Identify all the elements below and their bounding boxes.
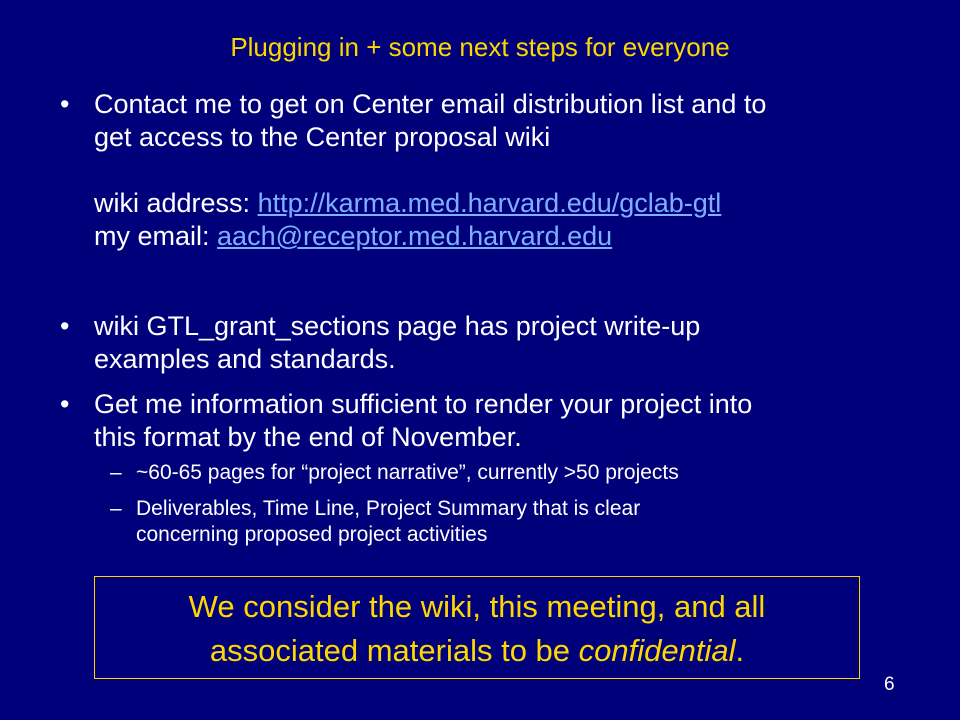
slide-title: Plugging in + some next steps for everyone [230, 32, 730, 62]
notice-line-1: We consider the wiki, this meeting, and all [188, 589, 766, 624]
bullet-contact [60, 88, 880, 253]
bullet-contact-line-1: Contact me to get on Center email distribution list and to [94, 89, 767, 119]
bullet-icon: • [60, 89, 70, 119]
wiki-address-label: wiki address: [94, 188, 258, 218]
email-label: my email: [94, 221, 218, 251]
bullet-get-information-text [94, 388, 880, 454]
confidentiality-notice [94, 576, 860, 679]
notice-line-2-suffix: . [735, 633, 745, 668]
page-number: 6 [884, 674, 895, 695]
bullet-wiki-sections [60, 310, 880, 376]
bullet-get-information-line-2: this format by the end of November. [94, 422, 522, 452]
email-link[interactable]: aach@receptor.med.harvard.edu [217, 221, 613, 251]
dash-icon: – [110, 497, 122, 520]
bullet-wiki-sections-line-2: examples and standards. [94, 344, 396, 374]
sub-bullet-deliverables-line-2: concerning proposed project activities [136, 523, 488, 546]
sub-bullet-deliverables-line-1: Deliverables, Time Line, Project Summary that is clear [136, 497, 641, 520]
wiki-address-link[interactable]: http://karma.med.harvard.edu/gclab-gtl [257, 188, 722, 218]
notice-line-2-prefix: associated materials to be [209, 633, 579, 668]
sub-bullet-pages-text: ~60-65 pages for “project narrative”, currently >50 projects [136, 461, 679, 484]
dash-icon: – [110, 461, 122, 484]
bullet-get-information [60, 388, 880, 454]
bullet-get-information-line-1: Get me information sufficient to render your project into [94, 389, 753, 419]
sub-bullet-pages [110, 460, 880, 486]
notice-emphasis: confidential [578, 633, 736, 668]
sub-bullet-deliverables [110, 496, 880, 548]
bullet-wiki-sections-line-1: wiki GTL_grant_sections page has project write-up [94, 311, 701, 341]
bullet-icon: • [60, 389, 70, 419]
bullet-wiki-sections-text [94, 310, 880, 376]
bullet-icon: • [60, 311, 70, 341]
bullet-contact-text [94, 88, 880, 253]
bullet-contact-line-2: get access to the Center proposal wiki [94, 122, 551, 152]
sub-bullet-deliverables-text [136, 496, 880, 548]
